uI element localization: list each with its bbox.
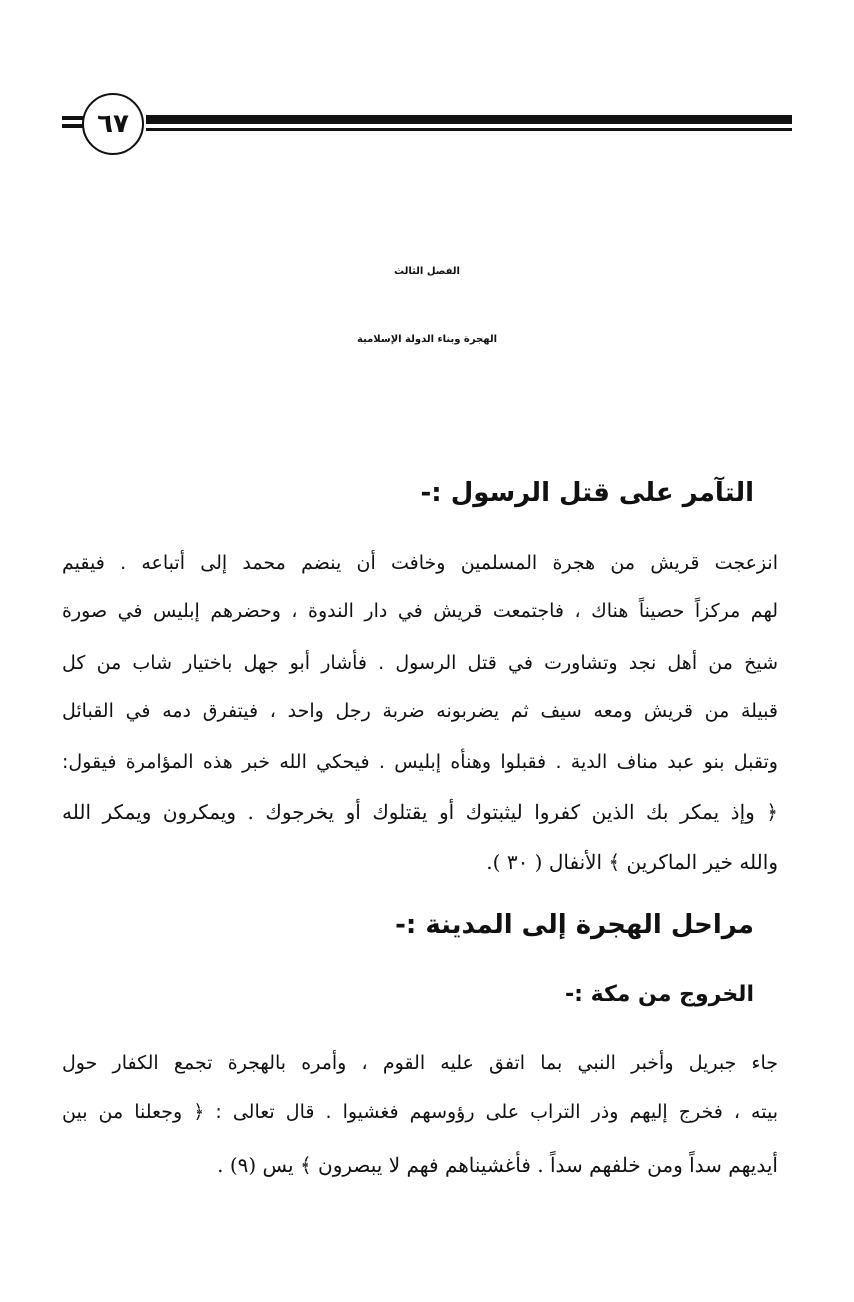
chapter-title: الهجرة وبناء الدولة الإسلامية	[356, 334, 498, 345]
header-rule-left	[62, 116, 84, 120]
page-number-text: ٦٧	[97, 109, 129, 139]
section-heading: التآمر على قتل الرسول :-	[420, 478, 754, 508]
paragraph-line: لهم مركزاً حصيناً هناك ، فاجتمعت قريش في دار الندوة ، وحضرهم إبليس في صورة	[62, 600, 778, 622]
header-rule-left-lower	[62, 124, 84, 128]
section-heading: مراحل الهجرة إلى المدينة :-	[395, 910, 754, 940]
paragraph-line: بيته ، فخرج إليهم وذر التراب على رؤوسهم فغشيوا . قال تعالى : ﴿ وجعلنا من بين	[62, 1101, 778, 1123]
paragraph-line: جاء جبريل وأخبر النبي بما اتفق عليه القوم ، وأمره بالهجرة تجمع الكفار حول	[62, 1052, 778, 1074]
quran-verse-line: ﴿ وإذ يمكر بك الذين كفروا ليثبتوك أو يقتلوك أو يخرجوك . ويمكرون ويمكر الله	[62, 800, 778, 824]
subsection-heading: الخروج من مكة :-	[565, 982, 754, 1007]
quran-verse-line: والله خير الماكرين ﴾ الأنفال ( ٣٠ ).	[486, 850, 778, 874]
paragraph-line: شيخ من أهل نجد وتشاورت في قتل الرسول . فأشار أبو جهل باختيار شاب من كل	[62, 652, 778, 674]
paragraph-line: وتقبل بنو عبد مناف الدية . فقبلوا وهنأه إبليس . فيحكي الله خبر هذه المؤامرة فيقول:	[62, 751, 778, 773]
chapter-number: الفصل الثالث	[393, 266, 460, 277]
quran-verse-line: أيديهم سداً ومن خلفهم سداً . فأغشيناهم فهم لا يبصرون ﴾ يس (٩) .	[217, 1153, 778, 1177]
header-rule-thick	[146, 115, 792, 124]
page-number	[82, 93, 144, 155]
paragraph-line: قبيلة من قريش ومعه سيف ثم يضربونه ضربة رجل واحد ، فيتفرق دمه في القبائل	[62, 700, 778, 722]
header-rule-thin	[146, 128, 792, 131]
paragraph-line: انزعجت قريش من هجرة المسلمين وخافت أن ينضم محمد إلى أتباعه . فيقيم	[62, 552, 778, 574]
